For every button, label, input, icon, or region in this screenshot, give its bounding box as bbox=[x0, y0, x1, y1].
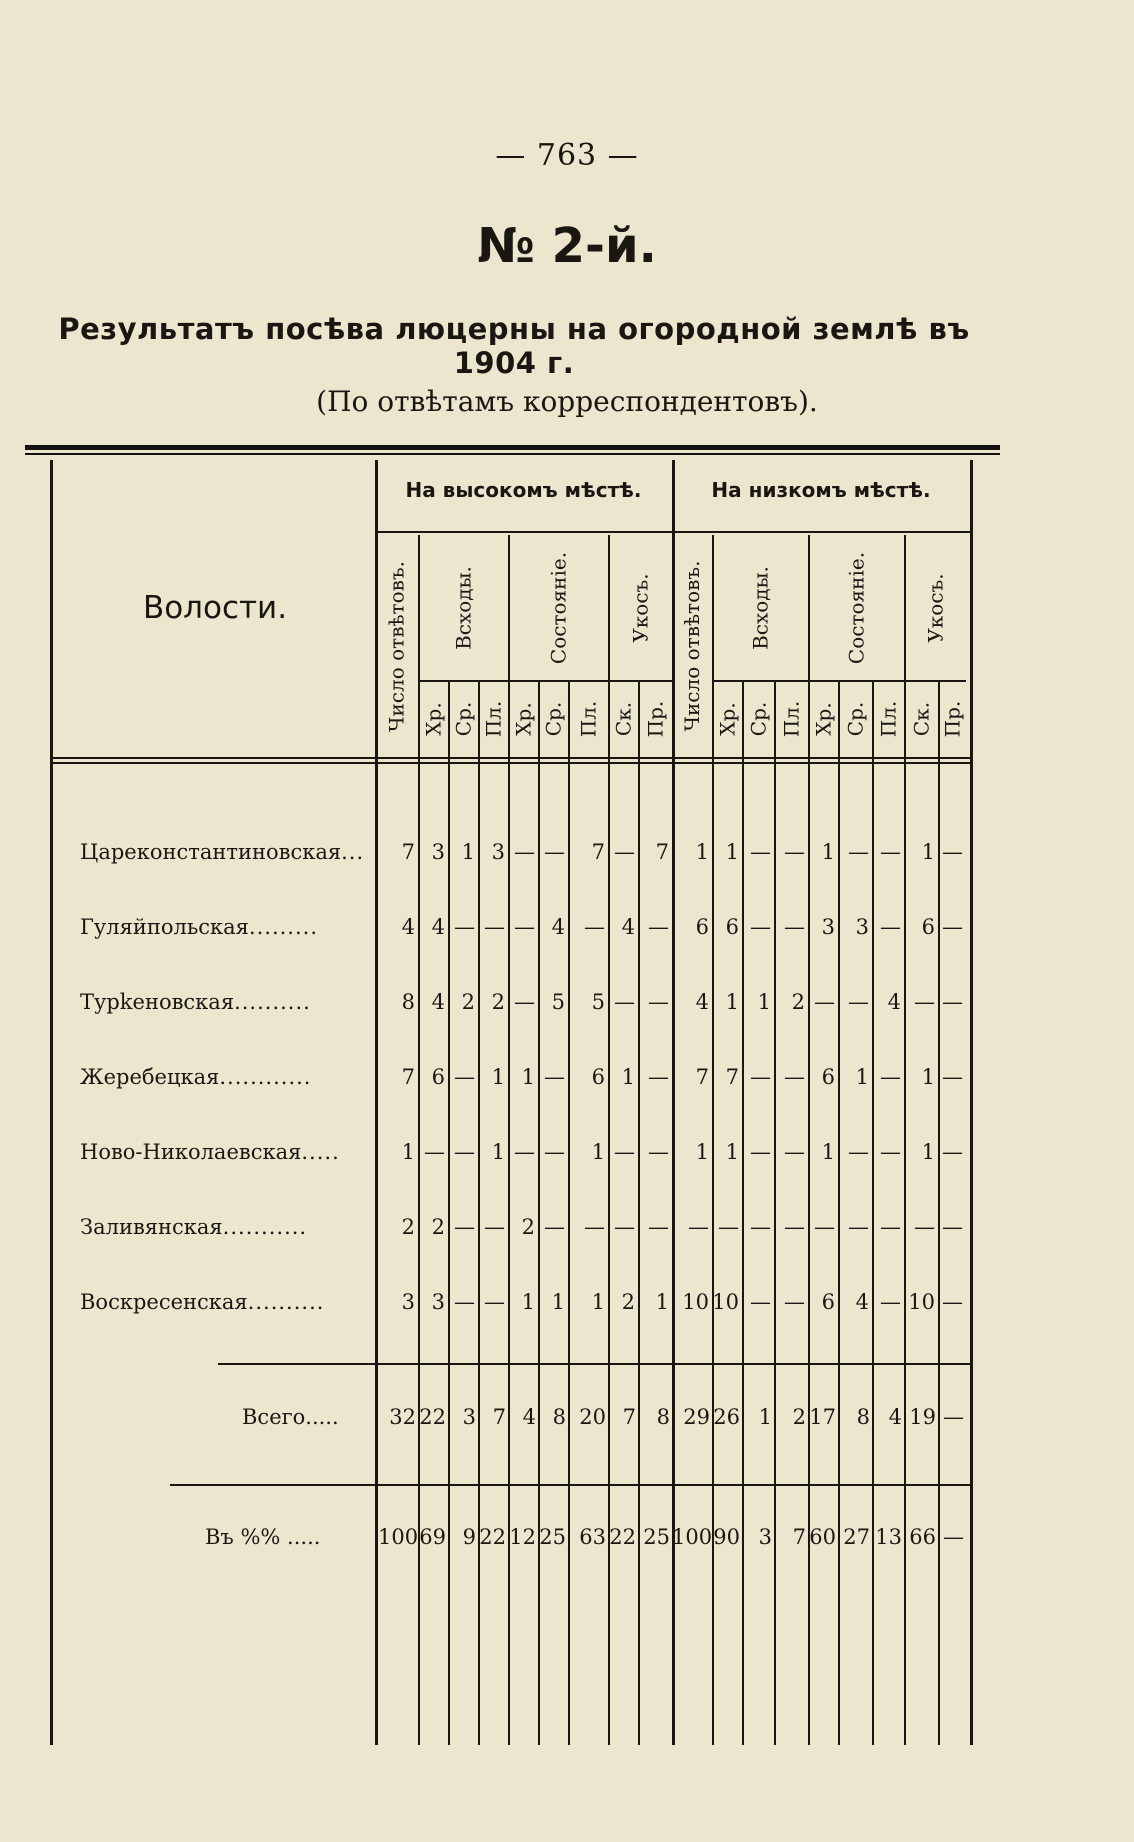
table-cell: 1 bbox=[725, 990, 739, 1014]
table-cell: — bbox=[848, 990, 869, 1014]
table-cell: — bbox=[648, 1140, 669, 1164]
table-cell: 2 bbox=[461, 990, 475, 1014]
totals-top-rule bbox=[218, 1363, 970, 1365]
table-cell: 10 bbox=[712, 1290, 739, 1314]
group-head-high: На высокомъ мѣстѣ. bbox=[405, 478, 642, 502]
table-top-rule-thin bbox=[25, 453, 1000, 455]
group-head-underline-high bbox=[375, 531, 672, 533]
table-cell: — bbox=[454, 915, 475, 939]
table-cell: — bbox=[914, 990, 935, 1014]
subcolumn-header-high-7: Ск. bbox=[611, 701, 635, 736]
table-cell: — bbox=[942, 990, 963, 1014]
table-cell: 66 bbox=[909, 1525, 936, 1549]
table-cell: 6 bbox=[431, 1065, 445, 1089]
subheader-rule-low bbox=[712, 680, 966, 682]
table-cell: 10 bbox=[682, 1290, 709, 1314]
table-cell: 1 bbox=[757, 990, 771, 1014]
table-cell: 1 bbox=[758, 1405, 772, 1429]
table-cell: — bbox=[750, 1140, 771, 1164]
table-cell: — bbox=[784, 1215, 805, 1239]
totals-label: Въ %% ..... bbox=[205, 1525, 321, 1549]
table-cell: 2 bbox=[431, 1215, 445, 1239]
row-label bbox=[80, 1065, 365, 1089]
table-cell: 1 bbox=[921, 840, 935, 864]
row-label-name: Гуляйпольская bbox=[80, 915, 249, 939]
header-bottom-rule-2 bbox=[50, 762, 970, 764]
table-cell: — bbox=[750, 1215, 771, 1239]
table-cell: — bbox=[880, 840, 901, 864]
table-cell: 1 bbox=[491, 1140, 505, 1164]
table-cell: 4 bbox=[695, 990, 709, 1014]
table-cell: 29 bbox=[683, 1405, 710, 1429]
row-label bbox=[80, 840, 365, 864]
subheader-rule-high bbox=[418, 680, 672, 682]
table-cell: — bbox=[514, 915, 535, 939]
row-label bbox=[80, 990, 365, 1014]
table-cell: 17 bbox=[809, 1405, 836, 1429]
state-header-high: Состояніе. bbox=[546, 551, 570, 664]
table-cell: — bbox=[848, 840, 869, 864]
table-cell: 1 bbox=[725, 840, 739, 864]
table-cell: 2 bbox=[521, 1215, 535, 1239]
row-label-name: Воскресенская bbox=[80, 1290, 248, 1314]
table-cell: 6 bbox=[821, 1065, 835, 1089]
table-cell: — bbox=[648, 1065, 669, 1089]
table-cell: 100 bbox=[672, 1525, 713, 1549]
subcolumn-header-low-6: Пл. bbox=[876, 700, 900, 737]
table-cell: 22 bbox=[479, 1525, 506, 1549]
table-cell: 1 bbox=[491, 1065, 505, 1089]
row-label-dots: .......... bbox=[234, 990, 311, 1014]
table-cell: 8 bbox=[656, 1405, 670, 1429]
table-cell: 1 bbox=[401, 1140, 415, 1164]
subcolumn-header-low-1: Хр. bbox=[715, 701, 739, 736]
table-cell: 4 bbox=[888, 1405, 902, 1429]
page-number: — 763 — bbox=[495, 138, 639, 173]
row-label-dots: ............ bbox=[219, 1065, 312, 1089]
table-cell: — bbox=[942, 1290, 963, 1314]
table-cell: 6 bbox=[695, 915, 709, 939]
table-cell: — bbox=[614, 1140, 635, 1164]
subcolumn-header-high-8: Пр. bbox=[643, 700, 667, 737]
table-cell: 4 bbox=[431, 915, 445, 939]
table-cell: 6 bbox=[821, 1290, 835, 1314]
percent-top-rule bbox=[170, 1484, 970, 1486]
table-cell: 63 bbox=[579, 1525, 606, 1549]
table-cell: — bbox=[584, 1215, 605, 1239]
table-cell: 1 bbox=[855, 1065, 869, 1089]
mowing-header-high: Укосъ. bbox=[628, 572, 652, 643]
table-cell: 4 bbox=[401, 915, 415, 939]
table-cell: 7 bbox=[401, 1065, 415, 1089]
mowing-header-low: Укосъ. bbox=[923, 572, 947, 643]
table-cell: — bbox=[784, 915, 805, 939]
group-head-low: На низкомъ мѣстѣ. bbox=[711, 478, 931, 502]
subcolumn-header-low-2: Ср. bbox=[746, 701, 770, 736]
table-cell: 1 bbox=[461, 840, 475, 864]
table-cell: 100 bbox=[378, 1525, 419, 1549]
table-cell: 4 bbox=[887, 990, 901, 1014]
table-cell: 22 bbox=[419, 1405, 446, 1429]
table-cell: — bbox=[544, 1215, 565, 1239]
table-cell: 1 bbox=[655, 1290, 669, 1314]
table-cell: 1 bbox=[921, 1140, 935, 1164]
table-cell: 25 bbox=[643, 1525, 670, 1549]
document-subtitle: (По отвѣтамъ корреспондентовъ). bbox=[316, 385, 818, 418]
table-cell: 1 bbox=[921, 1065, 935, 1089]
row-label-name: Ново-Николаевская bbox=[80, 1140, 302, 1164]
row-label-dots: .......... bbox=[247, 1290, 325, 1314]
row-label-name: Турkeновская bbox=[80, 990, 235, 1014]
table-cell: 1 bbox=[521, 1065, 535, 1089]
table-cell: — bbox=[942, 1140, 963, 1164]
table-cell: — bbox=[880, 1290, 901, 1314]
table-cell: 4 bbox=[855, 1290, 869, 1314]
table-cell: 9 bbox=[462, 1525, 476, 1549]
table-cell: — bbox=[544, 1140, 565, 1164]
subcolumn-header-high-5: Ср. bbox=[541, 701, 565, 736]
table-cell: — bbox=[614, 1215, 635, 1239]
volost-column-header: Волости. bbox=[142, 590, 288, 626]
table-cell: 1 bbox=[591, 1290, 605, 1314]
table-cell: 7 bbox=[695, 1065, 709, 1089]
table-cell: — bbox=[880, 1065, 901, 1089]
table-cell: — bbox=[544, 1065, 565, 1089]
table-cell: 3 bbox=[855, 915, 869, 939]
table-cell: 7 bbox=[591, 840, 605, 864]
table-cell: — bbox=[454, 1215, 475, 1239]
table-cell: 10 bbox=[908, 1290, 935, 1314]
table-cell: 25 bbox=[539, 1525, 566, 1549]
table-cell: 26 bbox=[713, 1405, 740, 1429]
state-header-low: Состояніе. bbox=[844, 551, 868, 664]
table-cell: — bbox=[942, 1215, 963, 1239]
row-label-dots: ... bbox=[341, 840, 365, 864]
table-cell: — bbox=[648, 990, 669, 1014]
table-cell: — bbox=[614, 990, 635, 1014]
table-cell: 3 bbox=[758, 1525, 772, 1549]
table-cell: 5 bbox=[551, 990, 565, 1014]
table-cell: — bbox=[750, 840, 771, 864]
column-divider-high bbox=[568, 680, 570, 1745]
table-cell: — bbox=[943, 1405, 964, 1429]
table-right-border bbox=[970, 460, 973, 1745]
table-cell: — bbox=[880, 1215, 901, 1239]
table-cell: 13 bbox=[875, 1525, 902, 1549]
row-label bbox=[80, 1290, 365, 1314]
row-label-dots: ........... bbox=[222, 1215, 308, 1239]
shoots-header-high: Всходы. bbox=[451, 565, 475, 650]
table-cell: — bbox=[514, 1140, 535, 1164]
table-cell: — bbox=[614, 840, 635, 864]
table-cell: — bbox=[814, 990, 835, 1014]
table-cell: 7 bbox=[792, 1525, 806, 1549]
table-cell: 90 bbox=[713, 1525, 740, 1549]
table-cell: — bbox=[880, 915, 901, 939]
table-cell: — bbox=[544, 840, 565, 864]
table-cell: 6 bbox=[591, 1065, 605, 1089]
table-cell: 69 bbox=[419, 1525, 446, 1549]
table-cell: — bbox=[484, 1290, 505, 1314]
shoots-header-low: Всходы. bbox=[748, 565, 772, 650]
table-cell: 8 bbox=[401, 990, 415, 1014]
table-cell: 7 bbox=[622, 1405, 636, 1429]
table-cell: 3 bbox=[491, 840, 505, 864]
table-cell: — bbox=[848, 1215, 869, 1239]
table-cell: — bbox=[648, 915, 669, 939]
subcolumn-header-low-8: Пр. bbox=[940, 700, 964, 737]
subcolumn-header-low-7: Ск. bbox=[909, 701, 933, 736]
table-cell: — bbox=[648, 1215, 669, 1239]
table-cell: — bbox=[750, 1290, 771, 1314]
table-cell: — bbox=[514, 840, 535, 864]
table-cell: 12 bbox=[509, 1525, 536, 1549]
table-cell: 3 bbox=[462, 1405, 476, 1429]
table-cell: — bbox=[484, 915, 505, 939]
row-label-dots: ......... bbox=[248, 915, 318, 939]
table-cell: 22 bbox=[609, 1525, 636, 1549]
table-cell: 1 bbox=[695, 1140, 709, 1164]
table-cell: 4 bbox=[522, 1405, 536, 1429]
table-top-rule bbox=[25, 445, 1000, 450]
subcolumn-header-low-5: Ср. bbox=[843, 701, 867, 736]
table-cell: — bbox=[484, 1215, 505, 1239]
table-cell: — bbox=[914, 1215, 935, 1239]
table-cell: 1 bbox=[621, 1065, 635, 1089]
document-title: Результатъ посѣва люцерны на огородной землѣ въ 1904 г. bbox=[58, 312, 970, 380]
subcolumn-header-high-2: Ср. bbox=[451, 701, 475, 736]
table-cell: — bbox=[784, 840, 805, 864]
header-bottom-rule bbox=[50, 757, 970, 759]
table-cell: — bbox=[424, 1140, 445, 1164]
subcolumn-header-high-1: Хр. bbox=[421, 701, 445, 736]
table-cell: — bbox=[784, 1065, 805, 1089]
table-cell: — bbox=[784, 1290, 805, 1314]
table-cell: — bbox=[454, 1065, 475, 1089]
table-cell: 3 bbox=[431, 840, 445, 864]
row-label bbox=[80, 1215, 365, 1239]
table-cell: 2 bbox=[792, 1405, 806, 1429]
table-cell: 20 bbox=[579, 1405, 606, 1429]
table-cell: — bbox=[942, 840, 963, 864]
table-cell: 3 bbox=[431, 1290, 445, 1314]
table-cell: 2 bbox=[621, 1290, 635, 1314]
table-cell: 1 bbox=[821, 840, 835, 864]
subcolumn-header-low-4: Хр. bbox=[811, 701, 835, 736]
table-cell: — bbox=[814, 1215, 835, 1239]
subcolumn-header-high-4: Хр. bbox=[511, 701, 535, 736]
table-cell: 3 bbox=[401, 1290, 415, 1314]
row-label-name: Жеребецкая bbox=[80, 1065, 220, 1089]
responses-count-header-high: Число отвѣтовъ. bbox=[384, 560, 408, 732]
document-number: № 2-й. bbox=[477, 218, 657, 274]
table-cell: — bbox=[750, 915, 771, 939]
subcolumn-header-high-3: Пл. bbox=[481, 700, 505, 737]
table-cell: 4 bbox=[431, 990, 445, 1014]
row-label-name: Цареконстантиновская bbox=[80, 840, 342, 864]
table-cell: 8 bbox=[856, 1405, 870, 1429]
table-cell: — bbox=[880, 1140, 901, 1164]
responses-count-header-low: Число отвѣтовъ. bbox=[680, 560, 704, 732]
table-cell: — bbox=[454, 1290, 475, 1314]
totals-label: Всего..... bbox=[242, 1405, 339, 1429]
table-cell: 7 bbox=[725, 1065, 739, 1089]
group-head-underline-low bbox=[672, 531, 970, 533]
subcolumn-header-high-6: Пл. bbox=[576, 700, 600, 737]
table-cell: — bbox=[848, 1140, 869, 1164]
table-cell: 19 bbox=[909, 1405, 936, 1429]
table-cell: 7 bbox=[655, 840, 669, 864]
row-label bbox=[80, 1140, 365, 1164]
table-left-border bbox=[50, 460, 53, 1745]
table-cell: — bbox=[584, 915, 605, 939]
table-cell: 5 bbox=[591, 990, 605, 1014]
row-label bbox=[80, 915, 365, 939]
table-cell: 2 bbox=[401, 1215, 415, 1239]
subcolumn-header-low-3: Пл. bbox=[779, 700, 803, 737]
table-cell: — bbox=[784, 1140, 805, 1164]
table-cell: 4 bbox=[551, 915, 565, 939]
table-cell: 1 bbox=[591, 1140, 605, 1164]
table-cell: — bbox=[942, 915, 963, 939]
table-cell: 1 bbox=[695, 840, 709, 864]
table-cell: — bbox=[514, 990, 535, 1014]
table-cell: — bbox=[943, 1525, 964, 1549]
table-cell: 4 bbox=[621, 915, 635, 939]
table-cell: 6 bbox=[725, 915, 739, 939]
row-label-dots: ..... bbox=[301, 1140, 340, 1164]
row-label-name: Заливянская bbox=[80, 1215, 223, 1239]
table-cell: — bbox=[688, 1215, 709, 1239]
table-cell: 2 bbox=[491, 990, 505, 1014]
table-cell: 8 bbox=[552, 1405, 566, 1429]
table-cell: 1 bbox=[521, 1290, 535, 1314]
table-cell: — bbox=[942, 1065, 963, 1089]
table-cell: 27 bbox=[843, 1525, 870, 1549]
table-cell: 7 bbox=[492, 1405, 506, 1429]
table-cell: 3 bbox=[821, 915, 835, 939]
table-cell: 2 bbox=[791, 990, 805, 1014]
table-cell: — bbox=[454, 1140, 475, 1164]
table-cell: — bbox=[750, 1065, 771, 1089]
table-cell: 1 bbox=[821, 1140, 835, 1164]
table-cell: — bbox=[718, 1215, 739, 1239]
table-cell: 7 bbox=[401, 840, 415, 864]
table-cell: 1 bbox=[551, 1290, 565, 1314]
table-cell: 32 bbox=[389, 1405, 416, 1429]
table-cell: 60 bbox=[809, 1525, 836, 1549]
table-cell: 6 bbox=[921, 915, 935, 939]
table-cell: 1 bbox=[725, 1140, 739, 1164]
